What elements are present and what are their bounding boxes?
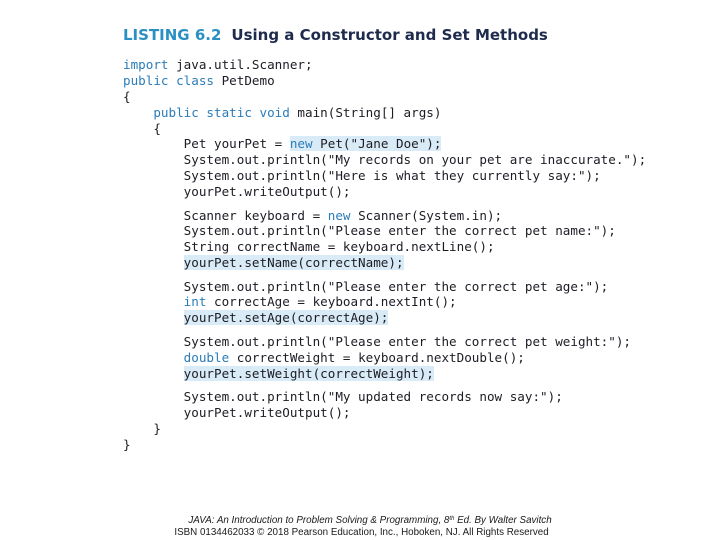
code-line: public class PetDemo [123,72,275,88]
code-line: System.out.println("Here is what they currently say:"); [183,168,601,184]
code-line: System.out.println("Please enter the correct pet name:"); [183,223,616,239]
listing-number: LISTING 6.2 [123,26,222,44]
code-line: System.out.println("My updated records now say:"); [183,388,563,404]
code-listing [123,57,646,452]
code-line: System.out.println("My records on your pet are inaccurate."); [183,152,647,168]
code-line: } [153,420,161,436]
code-line: { [123,88,131,104]
footer-copyright: ISBN 0134462033 © 2018 Pearson Education, Inc., Hoboken, NJ. All Rights Reserved [174,527,549,538]
keyword: public class [123,72,214,88]
highlighted-code: yourPet.setWeight(correctWeight); [183,365,434,381]
keyword: new [289,136,313,152]
code-line: yourPet.writeOutput(); [183,404,351,420]
listing-title: Using a Constructor and Set Methods [231,26,548,44]
highlighted-code: yourPet.setName(correctName); [183,255,404,271]
code-line: Scanner keyboard = new Scanner(System.in); [183,207,503,223]
code-line: System.out.println("Please enter the correct pet weight:"); [183,333,632,349]
code-line: } [123,436,131,452]
code-line: Pet yourPet = new Pet("Jane Doe"); [183,136,442,152]
code-line: yourPet.writeOutput(); [183,184,351,200]
keyword: double [183,349,230,365]
code-line: int correctAge = keyboard.nextInt(); [183,294,457,310]
code-line: double correctWeight = keyboard.nextDouble(); [183,349,525,365]
code-line: String correctName = keyboard.nextLine(); [183,239,495,255]
keyword: int [183,294,207,310]
highlighted-code: yourPet.setAge(correctAge); [183,310,389,326]
code-line [123,366,646,382]
listing-heading [123,25,548,45]
code-line: { [153,120,161,136]
code-line [123,310,646,326]
keyword: public static void [153,104,290,120]
footer-book-title: JAVA: An Introduction to Problem Solving & Programming, 8th Ed. By Walter Savitch [188,515,552,526]
code-line: public static void main(String[] args) [153,104,442,120]
keyword: new [327,207,351,223]
code-line: import java.util.Scanner; [123,57,313,72]
code-line [123,255,646,271]
code-line: System.out.println("Please enter the correct pet age:"); [183,278,609,294]
keyword: import [123,57,169,72]
footer-credit [0,513,720,539]
highlighted-code: new Pet("Jane Doe"); [289,136,442,152]
